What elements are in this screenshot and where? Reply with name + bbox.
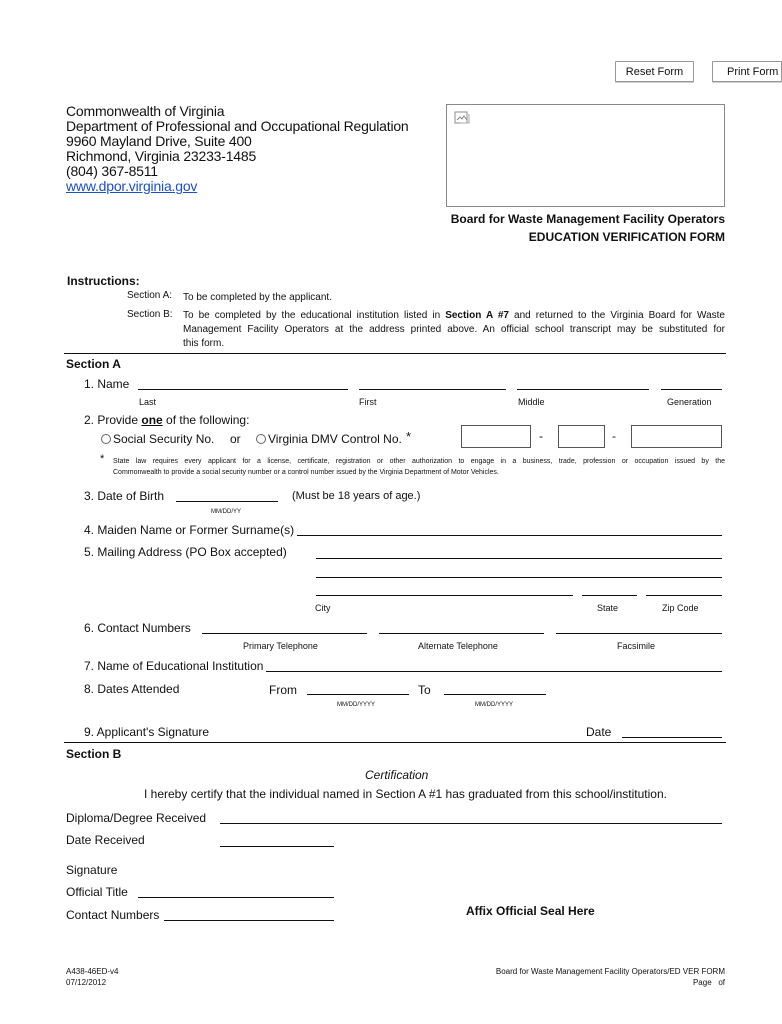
maiden-name-label: 4. Maiden Name or Former Surname(s)	[84, 523, 295, 537]
provide-label	[84, 413, 249, 427]
section-a-heading: Section A	[66, 357, 121, 371]
asterisk-marker: *	[406, 429, 412, 444]
mailing-address-label: 5. Mailing Address (PO Box accepted)	[84, 545, 287, 559]
to-label: To	[418, 683, 431, 697]
section-b-heading: Section B	[66, 747, 122, 761]
agency-phone: (804) 367-8511	[66, 163, 158, 179]
agency-address	[66, 104, 409, 194]
agency-website-link[interactable]: www.dpor.virginia.gov	[66, 178, 198, 194]
last-name-field[interactable]	[138, 389, 348, 390]
official-contact-field[interactable]	[164, 920, 334, 921]
dates-attended-label: 8. Dates Attended	[84, 682, 180, 696]
date-to-format: MM/DD/YYYY	[475, 702, 514, 708]
section-b-divider	[64, 742, 726, 743]
agency-line1: Commonwealth of Virginia	[66, 103, 225, 119]
section-a-divider	[64, 353, 726, 354]
alternate-telephone-field[interactable]	[379, 633, 544, 634]
form-date: 07/12/2012	[66, 978, 107, 987]
primary-telephone-field[interactable]	[202, 633, 367, 634]
id-dash-1: -	[539, 429, 543, 443]
instructions-b-post: and returned to the Virginia Board for Waste	[509, 310, 725, 321]
dmv-radio-option[interactable]	[256, 432, 402, 446]
facsimile-caption: Facsimile	[617, 641, 656, 651]
agency-line3: 9960 Mayland Drive, Suite 400	[66, 133, 252, 149]
asterisk-note-marker: *	[100, 453, 105, 465]
last-caption: Last	[139, 397, 157, 407]
middle-caption: Middle	[518, 397, 545, 407]
id-dash-2: -	[612, 429, 616, 443]
institution-field[interactable]	[266, 671, 722, 672]
state-caption: State	[597, 603, 619, 613]
instructions-b-line2: Management Facility Operators at the address printed above. An official school transcript may be substituted for	[183, 324, 725, 335]
instructions-a-text: To be completed by the applicant.	[183, 292, 332, 303]
generation-field[interactable]	[661, 389, 722, 390]
zip-field[interactable]	[646, 595, 722, 596]
state-field[interactable]	[582, 595, 637, 596]
primary-telephone-caption: Primary Telephone	[243, 641, 318, 651]
zip-caption: Zip Code	[662, 603, 699, 613]
form-code: A438-46ED-v4	[66, 967, 119, 976]
city-caption: City	[315, 603, 331, 613]
dmv-radio-icon[interactable]	[256, 434, 266, 444]
page-number: Page of	[692, 978, 725, 987]
footer-board-form: Board for Waste Management Facility Operators/ED VER FORM	[495, 967, 725, 976]
board-title: Board for Waste Management Facility Operators	[450, 212, 725, 226]
facsimile-field[interactable]	[556, 633, 722, 634]
certification-heading: Certification	[365, 768, 429, 782]
print-form-button[interactable]: Print Form	[712, 61, 782, 82]
instructions-b-pre: To be completed by the educational institution listed in	[183, 310, 446, 321]
official-signature-label: Signature	[66, 863, 118, 877]
signature-date-label: Date	[586, 725, 612, 739]
reset-form-button[interactable]: Reset Form	[615, 61, 694, 82]
contact-numbers-label: 6. Contact Numbers	[84, 621, 191, 635]
agency-line2: Department of Professional and Occupational Regulation	[66, 118, 409, 134]
alternate-telephone-caption: Alternate Telephone	[418, 641, 498, 651]
broken-image-icon	[454, 110, 470, 126]
instructions-a-label: Section A:	[127, 290, 173, 301]
provide-pre: 2. Provide	[84, 413, 142, 427]
state-law-note-line1: State law requires every applicant for a license, certificate, registration or other authorization to engage in a business, trade, profession or occupation issued by the	[113, 458, 725, 465]
mailing-address-line1[interactable]	[316, 558, 722, 559]
diploma-field[interactable]	[220, 823, 722, 824]
image-placeholder-box[interactable]	[446, 104, 725, 207]
instructions-heading: Instructions:	[67, 274, 140, 288]
from-label: From	[269, 683, 297, 697]
mailing-address-line2[interactable]	[316, 577, 722, 578]
official-contact-label: Contact Numbers	[66, 908, 160, 922]
ssn-radio-option[interactable]	[101, 432, 214, 446]
state-law-note	[113, 456, 725, 478]
date-from-format: MM/DD/YYYY	[337, 702, 376, 708]
id-part3-input[interactable]	[631, 425, 722, 448]
ssn-radio-icon[interactable]	[101, 434, 111, 444]
maiden-name-field[interactable]	[297, 535, 722, 536]
dob-label: 3. Date of Birth	[84, 489, 165, 503]
generation-caption: Generation	[667, 397, 712, 407]
certification-text: I hereby certify that the individual named in Section A #1 has graduated from this school/institution.	[144, 787, 667, 801]
middle-name-field[interactable]	[517, 389, 649, 390]
date-received-label: Date Received	[66, 833, 145, 847]
date-to-field[interactable]	[444, 694, 546, 695]
dob-format: MM/DD/YY	[211, 509, 241, 515]
ssn-option-label: Social Security No.	[113, 432, 215, 446]
footer-left	[66, 966, 118, 988]
first-caption: First	[359, 397, 377, 407]
state-law-note-line2: Commonwealth to provide a social security number or a control number issued by the Virginia Department of Motor Vehicles.	[113, 469, 499, 476]
instructions-b-bold: Section A #7	[445, 310, 509, 321]
date-received-field[interactable]	[220, 846, 334, 847]
provide-post: of the following:	[162, 413, 250, 427]
instructions-b-label: Section B:	[127, 309, 173, 320]
dob-hint: (Must be 18 years of age.)	[292, 490, 421, 502]
date-from-field[interactable]	[307, 694, 409, 695]
instructions-b-text	[183, 309, 725, 351]
name-label: 1. Name	[84, 377, 130, 391]
official-title-label: Official Title	[66, 885, 128, 899]
instructions-b-line3: this form.	[183, 338, 225, 349]
dmv-option-label: Virginia DMV Control No.	[268, 432, 402, 446]
institution-label: 7. Name of Educational Institution	[84, 659, 264, 673]
city-field[interactable]	[316, 595, 573, 596]
dob-field[interactable]	[176, 501, 278, 502]
applicant-signature-label: 9. Applicant's Signature	[84, 725, 210, 739]
id-part2-input[interactable]	[558, 425, 605, 448]
seal-area-label: Affix Official Seal Here	[466, 904, 595, 918]
agency-line4: Richmond, Virginia 23233-1485	[66, 148, 257, 164]
provide-one: one	[141, 413, 163, 427]
footer-right	[496, 966, 725, 988]
signature-date-field[interactable]	[622, 737, 722, 738]
id-part1-input[interactable]	[461, 425, 531, 448]
or-text: or	[230, 432, 241, 446]
diploma-label: Diploma/Degree Received	[66, 811, 207, 825]
form-title: EDUCATION VERIFICATION FORM	[528, 230, 725, 244]
official-title-field[interactable]	[138, 897, 334, 898]
first-name-field[interactable]	[359, 389, 506, 390]
